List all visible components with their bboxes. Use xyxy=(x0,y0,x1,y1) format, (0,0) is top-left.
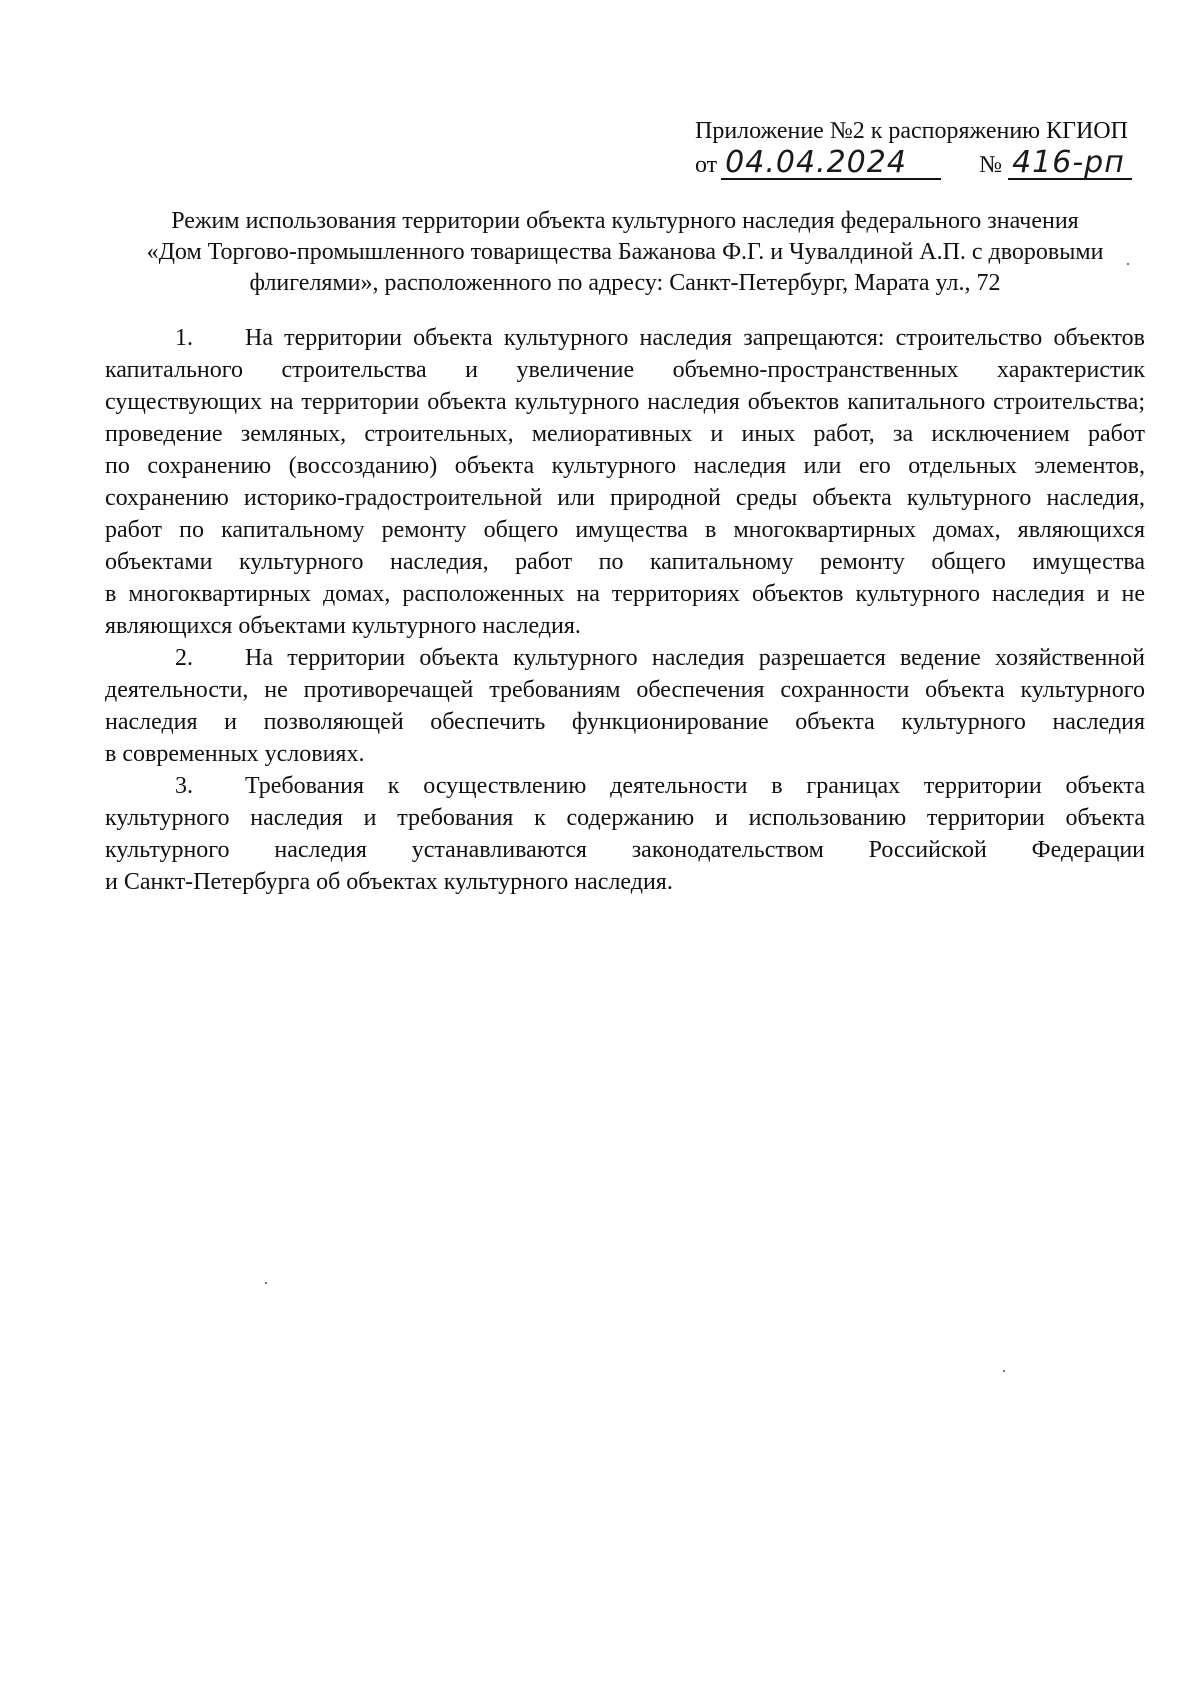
paragraph-line: культурного наследия и требования к содержанию и использованию территории объекта xyxy=(105,805,1145,831)
paragraph-line: существующих на территории объекта культурного наследия объектов капитального строительства; xyxy=(105,389,1145,415)
document-body xyxy=(105,322,1145,898)
paragraph-line: деятельности, не противоречащей требованиям обеспечения сохранности объекта культурного xyxy=(105,677,1145,703)
title-line: Режим использования территории объекта культурного наследия федерального значения xyxy=(171,208,1079,234)
paragraph-line: в многоквартирных домах, расположенных на территориях объектов культурного наследия и не xyxy=(105,581,1145,607)
scan-speck xyxy=(1127,263,1129,265)
item-number: 2. xyxy=(175,645,193,671)
paragraph-line xyxy=(105,322,1145,354)
line-text: На территории объекта культурного наследия запрещаются: строительство объектов xyxy=(245,325,1145,351)
paragraph-line: культурного наследия устанавливаются законодательством Российской Федерации xyxy=(105,837,1145,863)
number-sign: № xyxy=(979,152,1003,178)
title-line: «Дом Торгово-промышленного товарищества Бажанова Ф.Г. и Чувалдиной А.П. с дворовыми xyxy=(146,239,1104,265)
paragraph-line: проведение земляных, строительных, мелиоративных и иных работ, за исключением работ xyxy=(105,421,1145,447)
scan-speck xyxy=(265,1282,267,1284)
paragraph-line: являющихся объектами культурного наследия. xyxy=(105,613,581,639)
paragraph-line: наследия и позволяющей обеспечить функционирование объекта культурного наследия xyxy=(105,709,1145,735)
line-text: На территории объекта культурного наследия разрешается ведение хозяйственной xyxy=(245,645,1145,671)
title-line: флигелями», расположенного по адресу: Санкт-Петербург, Марата ул., 72 xyxy=(249,270,1001,296)
order-reference xyxy=(695,146,1155,180)
paragraph-line: и Санкт-Петербурга об объектах культурного наследия. xyxy=(105,869,673,895)
list-item xyxy=(105,322,1145,642)
list-item xyxy=(105,642,1145,770)
appendix-line: Приложение №2 к распоряжению КГИОП xyxy=(695,118,1128,144)
paragraph-line: по сохранению (воссозданию) объекта культурного наследия или его отдельных элементов, xyxy=(105,453,1145,479)
item-number: 1. xyxy=(175,325,193,351)
appendix-header xyxy=(695,116,1155,180)
paragraph-line xyxy=(105,642,1145,674)
paragraph-line xyxy=(105,770,1145,802)
document-title xyxy=(105,206,1145,299)
paragraph-line: в современных условиях. xyxy=(105,741,365,767)
list-item xyxy=(105,770,1145,898)
date-prefix: от xyxy=(695,152,718,178)
paragraph-line: капитального строительства и увеличение объемно-пространственных характеристик xyxy=(105,357,1145,383)
order-date-handwritten: 04.04.2024 xyxy=(721,148,941,180)
item-number: 3. xyxy=(175,773,193,799)
order-number-handwritten: 416-рп xyxy=(1008,148,1132,180)
scan-speck xyxy=(1003,1370,1005,1372)
paragraph-line: работ по капитальному ремонту общего имущества в многоквартирных домах, являющихся xyxy=(105,517,1145,543)
paragraph-line: сохранению историко-градостроительной или природной среды объекта культурного наследия, xyxy=(105,485,1145,511)
paragraph-line: объектами культурного наследия, работ по капитальному ремонту общего имущества xyxy=(105,549,1145,575)
line-text: Требования к осуществлению деятельности в границах территории объекта xyxy=(245,773,1145,799)
